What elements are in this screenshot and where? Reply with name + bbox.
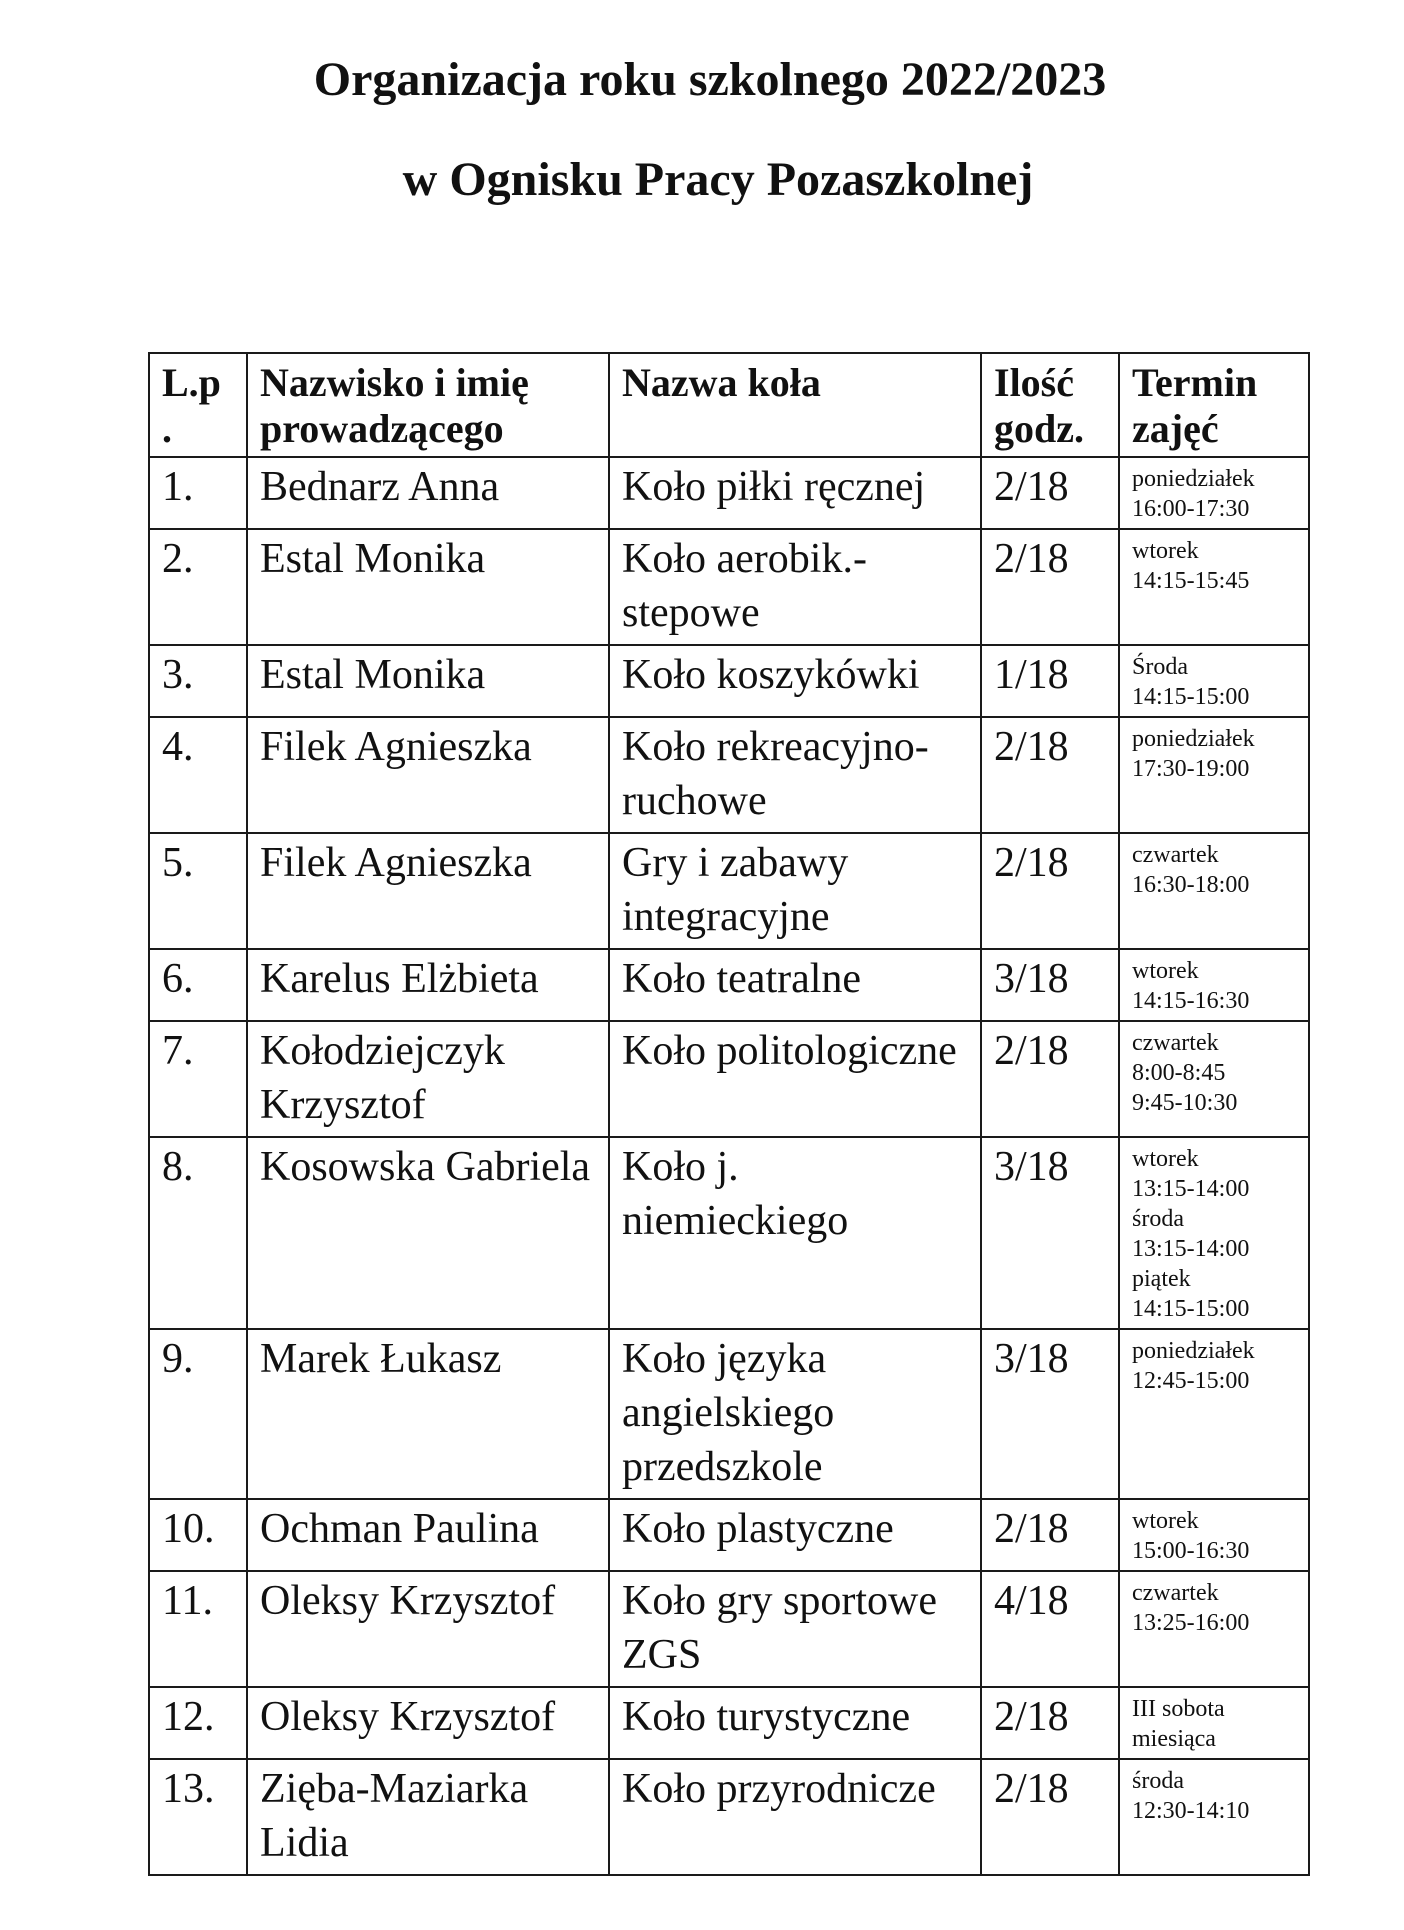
table-row	[149, 1687, 1309, 1759]
club-name: Koło teatralne	[609, 949, 981, 1021]
row-number: 1.	[149, 457, 247, 529]
term-line: Środa	[1132, 654, 1188, 680]
table-row	[149, 1571, 1309, 1687]
term-line: 14:15-15:00	[1132, 684, 1250, 710]
table-row	[149, 1759, 1309, 1875]
schedule-table	[148, 352, 1310, 1876]
teacher-name: Kołodziejczyk Krzysztof	[247, 1021, 609, 1137]
row-number: 9.	[149, 1329, 247, 1499]
term-line: 12:45-15:00	[1132, 1368, 1250, 1394]
hours-count: 2/18	[981, 1687, 1119, 1759]
schedule-term	[1119, 717, 1309, 833]
table-header-row	[149, 353, 1309, 457]
term-line: 13:25-16:00	[1132, 1610, 1250, 1636]
term-line: czwartek	[1132, 1580, 1219, 1606]
teacher-name: Oleksy Krzysztof	[247, 1687, 609, 1759]
schedule-term	[1119, 833, 1309, 949]
table-row	[149, 1021, 1309, 1137]
teacher-name: Kosowska Gabriela	[247, 1137, 609, 1329]
table-row	[149, 949, 1309, 1021]
hours-count: 3/18	[981, 1137, 1119, 1329]
term-line: czwartek	[1132, 842, 1219, 868]
term-line: 14:15-16:30	[1132, 988, 1250, 1014]
row-number: 7.	[149, 1021, 247, 1137]
teacher-name: Estal Monika	[247, 529, 609, 645]
row-number: 10.	[149, 1499, 247, 1571]
table-row	[149, 457, 1309, 529]
term-line: środa	[1132, 1206, 1184, 1232]
row-number: 4.	[149, 717, 247, 833]
term-line: poniedziałek	[1132, 1338, 1255, 1364]
schedule-term	[1119, 1021, 1309, 1137]
header-term: Termin zajęć	[1119, 353, 1309, 457]
term-line: 12:30-14:10	[1132, 1798, 1250, 1824]
hours-count: 2/18	[981, 717, 1119, 833]
schedule-term	[1119, 645, 1309, 717]
schedule-term	[1119, 1759, 1309, 1875]
club-name: Koło politologiczne	[609, 1021, 981, 1137]
row-number: 3.	[149, 645, 247, 717]
row-number: 8.	[149, 1137, 247, 1329]
row-number: 12.	[149, 1687, 247, 1759]
club-name: Koło języka angielskiego przedszkole	[609, 1329, 981, 1499]
page-subtitle: w Ognisku Pracy Pozaszkolnej	[402, 153, 1034, 206]
teacher-name: Estal Monika	[247, 645, 609, 717]
header-club: Nazwa koła	[609, 353, 981, 457]
term-line: III sobota	[1132, 1696, 1225, 1722]
teacher-name: Oleksy Krzysztof	[247, 1571, 609, 1687]
teacher-name: Filek Agnieszka	[247, 833, 609, 949]
teacher-name: Zięba-Maziarka Lidia	[247, 1759, 609, 1875]
table-row	[149, 1137, 1309, 1329]
page-title: Organizacja roku szkolnego 2022/2023	[313, 53, 1107, 106]
term-line: 14:15-15:45	[1132, 568, 1250, 594]
header-name: Nazwisko i imię prowadzącego	[247, 353, 609, 457]
club-name: Koło przyrodnicze	[609, 1759, 981, 1875]
term-line: wtorek	[1132, 1508, 1199, 1534]
table-row	[149, 529, 1309, 645]
table-body	[149, 457, 1309, 1875]
term-line: 15:00-16:30	[1132, 1538, 1250, 1564]
term-line: środa	[1132, 1768, 1184, 1794]
row-number: 6.	[149, 949, 247, 1021]
row-number: 5.	[149, 833, 247, 949]
table-row	[149, 1329, 1309, 1499]
term-line: 9:45-10:30	[1132, 1090, 1238, 1116]
hours-count: 2/18	[981, 529, 1119, 645]
term-line: 16:00-17:30	[1132, 496, 1250, 522]
term-line: wtorek	[1132, 538, 1199, 564]
club-name: Koło gry sportowe ZGS	[609, 1571, 981, 1687]
club-name: Koło turystyczne	[609, 1687, 981, 1759]
term-line: 16:30-18:00	[1132, 872, 1250, 898]
schedule-term	[1119, 1571, 1309, 1687]
term-line: 14:15-15:00	[1132, 1296, 1250, 1322]
term-line: 17:30-19:00	[1132, 756, 1250, 782]
term-line: miesiąca	[1132, 1726, 1216, 1752]
hours-count: 4/18	[981, 1571, 1119, 1687]
table-row	[149, 1499, 1309, 1571]
schedule-term	[1119, 1687, 1309, 1759]
club-name: Koło rekreacyjno-ruchowe	[609, 717, 981, 833]
table-row	[149, 717, 1309, 833]
hours-count: 2/18	[981, 457, 1119, 529]
hours-count: 3/18	[981, 949, 1119, 1021]
club-name: Koło j. niemieckiego	[609, 1137, 981, 1329]
term-line: piątek	[1132, 1266, 1191, 1292]
club-name: Koło piłki ręcznej	[609, 457, 981, 529]
hours-count: 1/18	[981, 645, 1119, 717]
header-hours: Ilość godz.	[981, 353, 1119, 457]
hours-count: 2/18	[981, 1759, 1119, 1875]
hours-count: 2/18	[981, 1021, 1119, 1137]
term-line: poniedziałek	[1132, 466, 1255, 492]
term-line: 13:15-14:00	[1132, 1176, 1250, 1202]
term-line: czwartek	[1132, 1030, 1219, 1056]
teacher-name: Ochman Paulina	[247, 1499, 609, 1571]
club-name: Koło koszykówki	[609, 645, 981, 717]
term-line: wtorek	[1132, 958, 1199, 984]
hours-count: 2/18	[981, 1499, 1119, 1571]
schedule-term	[1119, 1329, 1309, 1499]
term-line: 13:15-14:00	[1132, 1236, 1250, 1262]
header-lp: L.p .	[149, 353, 247, 457]
term-line: poniedziałek	[1132, 726, 1255, 752]
term-line: 8:00-8:45	[1132, 1060, 1226, 1086]
row-number: 11.	[149, 1571, 247, 1687]
row-number: 13.	[149, 1759, 247, 1875]
hours-count: 3/18	[981, 1329, 1119, 1499]
schedule-term	[1119, 1137, 1309, 1329]
club-name: Gry i zabawy integracyjne	[609, 833, 981, 949]
schedule-term	[1119, 1499, 1309, 1571]
term-line: wtorek	[1132, 1146, 1199, 1172]
teacher-name: Bednarz Anna	[247, 457, 609, 529]
teacher-name: Karelus Elżbieta	[247, 949, 609, 1021]
table-row	[149, 833, 1309, 949]
club-name: Koło plastyczne	[609, 1499, 981, 1571]
schedule-term	[1119, 529, 1309, 645]
schedule-term	[1119, 457, 1309, 529]
schedule-term	[1119, 949, 1309, 1021]
club-name: Koło aerobik.-stepowe	[609, 529, 981, 645]
hours-count: 2/18	[981, 833, 1119, 949]
teacher-name: Filek Agnieszka	[247, 717, 609, 833]
teacher-name: Marek Łukasz	[247, 1329, 609, 1499]
row-number: 2.	[149, 529, 247, 645]
table-row	[149, 645, 1309, 717]
